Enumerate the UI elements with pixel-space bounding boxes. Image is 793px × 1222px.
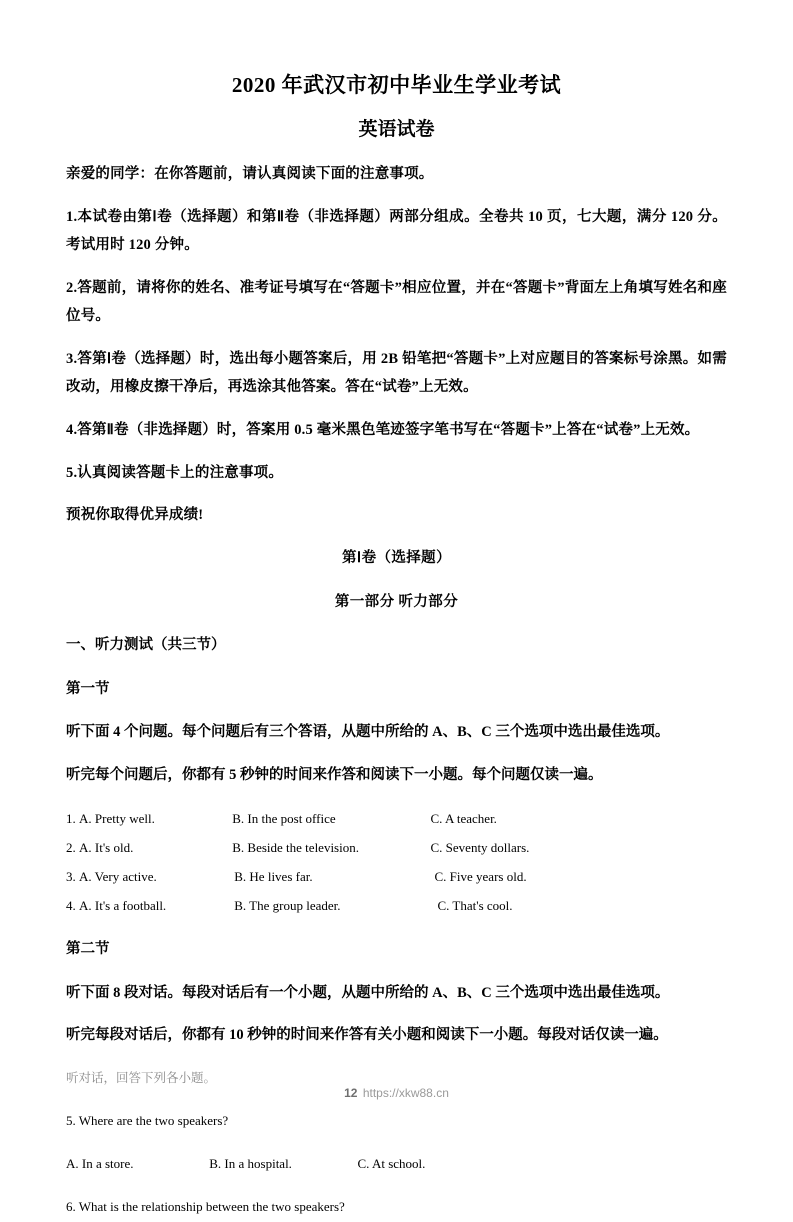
question-number: 4. xyxy=(66,898,76,914)
list-item xyxy=(66,804,727,833)
option-a[interactable]: A. Very active. xyxy=(79,869,157,885)
subsection-1-instruction-line2: 听完每个问题后，你都有 5 秒钟的时间来作答和阅读下一小题。每个问题仅读一遍。 xyxy=(66,766,603,783)
page-number: 12 xyxy=(344,1086,358,1100)
question-number: 1. xyxy=(66,810,76,826)
option-c[interactable]: C. At school. xyxy=(357,1155,426,1171)
notice-line-5: 5.认真阅读答题卡上的注意事项。 xyxy=(66,464,284,481)
list-item xyxy=(66,862,727,891)
notice-line-2: 2.答题前，请将你的姓名、准考证号填写在“答题卡”相应位置，并在“答题卡”背面左上角填写姓名和座位号。 xyxy=(66,279,727,325)
list-item xyxy=(66,891,727,920)
option-c[interactable]: C. Seventy dollars. xyxy=(430,839,530,855)
dialogue-note: 听对话，回答下列各小题。 xyxy=(66,1071,217,1086)
notice-line-1: 1.本试卷由第Ⅰ卷（选择题）和第Ⅱ卷（非选择题）两部分组成。全卷共 10 页，七大题，满分 120 分。考试用时 120 分钟。 xyxy=(66,208,727,254)
option-b[interactable]: B. The group leader. xyxy=(234,898,341,914)
question-number: 3. xyxy=(66,869,76,885)
option-b[interactable]: B. In the post office xyxy=(232,810,336,826)
notice-line-wish: 预祝你取得优异成绩! xyxy=(66,507,204,524)
page-title: 2020 年武汉市初中毕业生学业考试 xyxy=(231,73,562,97)
page-subtitle: 英语试卷 xyxy=(358,118,435,140)
option-a[interactable]: A. Pretty well. xyxy=(79,810,155,826)
question-number: 2. xyxy=(66,839,76,855)
subsection-1-heading: 第一节 xyxy=(66,680,110,697)
question-6-text: 6. What is the relationship between the two speakers? xyxy=(66,1198,345,1214)
option-c[interactable]: C. A teacher. xyxy=(430,810,497,826)
option-b[interactable]: B. In a hospital. xyxy=(209,1155,292,1171)
notice-line-3: 3.答第Ⅰ卷（选择题）时，选出每小题答案后，用 2B 铅笔把“答题卡”上对应题目的答案标号涂黑。如需改动，用橡皮擦干净后，再选涂其他答案。答在“试卷”上无效。 xyxy=(66,350,727,396)
subsection-2-heading: 第二节 xyxy=(66,941,110,958)
subsection-2-instruction-line1: 听下面 8 段对话。每段对话后有一个小题，从题中所给的 A、B、C 三个选项中选出最佳选项。 xyxy=(66,984,670,1001)
option-c[interactable]: C. Five years old. xyxy=(434,869,527,885)
question-5-text: 5. Where are the two speakers? xyxy=(66,1112,229,1128)
option-a[interactable]: A. In a store. xyxy=(66,1155,134,1171)
subsection-1-instruction-line1: 听下面 4 个问题。每个问题后有三个答语，从题中所给的 A、B、C 三个选项中选出最佳选项。 xyxy=(66,724,670,741)
question-5-options xyxy=(66,1149,727,1179)
part-one-heading: 第一部分 听力部分 xyxy=(334,593,459,610)
subsection-2-instruction-line2: 听完每段对话后，你都有 10 秒钟的时间来作答有关小题和阅读下一小题。每段对话仅读一遍。 xyxy=(66,1027,668,1044)
notice-block xyxy=(66,160,727,530)
option-a[interactable]: A. It's a football. xyxy=(79,898,167,914)
list-item xyxy=(66,833,727,862)
option-a[interactable]: A. It's old. xyxy=(79,839,134,855)
paper-part-heading: 第Ⅰ卷（选择题） xyxy=(342,550,451,567)
watermark-text: https://xkw88.cn xyxy=(362,1086,449,1100)
notice-line-4: 4.答第Ⅱ卷（非选择题）时，答案用 0.5 毫米黑色笔迹签字笔书写在“答题卡”上答在“试卷”上无效。 xyxy=(66,421,700,438)
option-c[interactable]: C. That's cool. xyxy=(437,898,513,914)
section-listening-heading: 一、听力测试（共三节） xyxy=(66,637,226,654)
page-footer xyxy=(0,1086,793,1100)
option-b[interactable]: B. Beside the television. xyxy=(232,839,359,855)
option-b[interactable]: B. He lives far. xyxy=(234,869,313,885)
notice-line-greeting: 亲爱的同学：在你答题前，请认真阅读下面的注意事项。 xyxy=(66,166,434,182)
